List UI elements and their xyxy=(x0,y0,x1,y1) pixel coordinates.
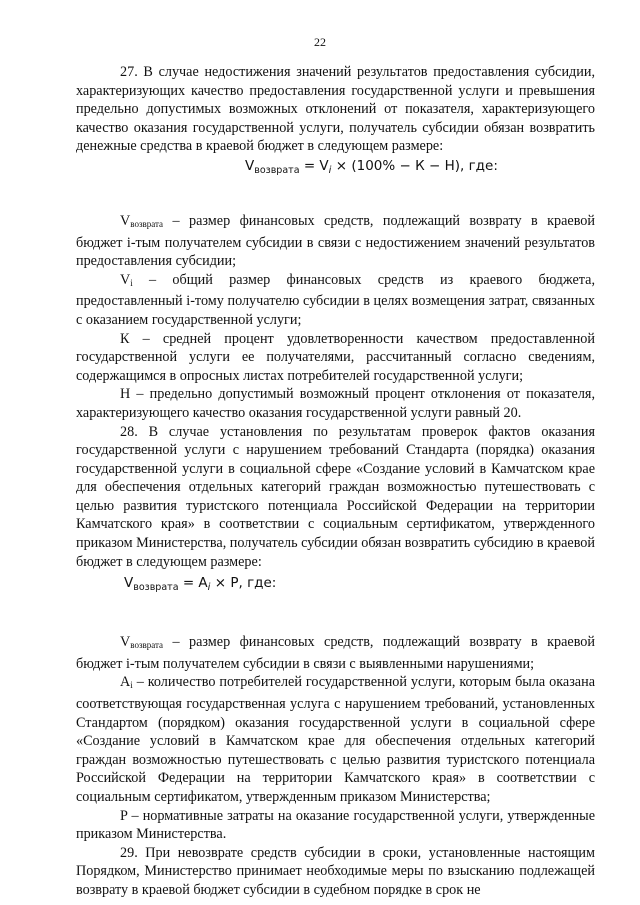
def-text: – размер финансовых средств, подлежащий возврату в краевой бюджет i-тым получателем субсидии в связи с выявленными нарушениями; xyxy=(76,634,595,672)
formula-rest: × (100% − К − Н), где: xyxy=(331,157,498,174)
def-symbol-sub: возврата xyxy=(130,218,164,229)
def-text: – размер финансовых средств, подлежащий возврату в краевой бюджет i-тым получателем субсидии в связи с недостижением значений результатов предоставления субсидии; xyxy=(76,212,595,270)
formula-i-subscript: i xyxy=(207,582,211,594)
formula-v-symbol: V xyxy=(245,157,255,174)
formula-equals-v: = V xyxy=(299,157,329,174)
def-symbol-sub: i xyxy=(130,277,133,288)
formula-rest: × P, где: xyxy=(210,575,277,592)
definition-v-refund-2 xyxy=(76,633,595,673)
page-number: 22 xyxy=(314,35,326,49)
def-text: – количество потребителей государственной услуги, которым была оказана соответствующая государственная услуга с нарушением требований, установленных Стандартом (порядком) оказания государственной услуги в социальной сфере «Создание условий в Камчатском крае для обеспечения отдельных категорий граждан возможностью путешествовать с целью развития туристского потенциала Российской Федерации на территории Камчатского края» в соответствии с социальным сертификатом, утвержденным приказом Министерства; xyxy=(76,674,595,805)
def-symbol-v: V xyxy=(120,271,131,288)
formula-v-symbol: V xyxy=(124,575,134,592)
def-text: – общий размер финансовых средств из краевого бюджета, предоставленный i-тому получателю субсидии в целях возмещения затрат, связанных с оказанием государственной услуги; xyxy=(76,271,595,328)
def-symbol-sub: i xyxy=(130,680,133,691)
paragraph-27: 27. В случае недостижения значений результатов предоставления субсидии, характеризующих качество предоставления государственной услуги и превышения предельно допустимых возможных отклонений от показателя, характеризующего качество оказания государственной услуги, получатель субсидии обязан возвратить денежные средства в краевой бюджет в следующем размере: xyxy=(76,64,595,155)
formula-v-subscript: возврата xyxy=(254,164,300,176)
formula-v-subscript: возврата xyxy=(133,582,179,594)
definition-p: P – нормативные затраты на оказание государственной услуги, утвержденные приказом Министерства. xyxy=(76,807,595,843)
document-body xyxy=(76,63,595,900)
formula-equals-a: = A xyxy=(178,575,208,592)
paragraph-29: 29. При невозврате средств субсидии в сроки, установленные настоящим Порядком, Министерство принимает необходимые меры по взысканию подлежащей возврату в краевой бюджет субсидии в судебном порядке в срок не xyxy=(76,844,595,898)
def-symbol-a: A xyxy=(120,674,131,691)
def-symbol-v: V xyxy=(120,634,131,651)
definition-v-refund-1 xyxy=(76,212,595,271)
def-symbol-v: V xyxy=(120,212,131,229)
def-symbol-sub: возврата xyxy=(130,640,164,651)
definition-h: Н – предельно допустимый возможный процент отклонения от показателя, характеризующего качество оказания государственной услуги равный 20. xyxy=(76,386,595,421)
definition-vi xyxy=(76,271,595,330)
definition-ai xyxy=(76,673,595,806)
definition-k: К – средней процент удовлетворенности качеством предоставленной государственной услуги ее получателями, рассчитанный согласно сведениям, содержащимся в опросных листах потребителей государственной услуги; xyxy=(76,330,595,384)
formula-i-subscript: i xyxy=(328,164,332,176)
formula-refund-quality xyxy=(76,156,595,181)
formula-refund-violations xyxy=(76,573,595,598)
paragraph-28: 28. В случае установления по результатам проверок фактов оказания государственной услуги с нарушением требований Стандарта (порядка) оказания государственной услуги в социальной сфере «Создание условий в Камчатском крае для обеспечения отдельных категорий граждан возможностью путешествовать с целью развития туристского потенциала Российской Федерации на территории Камчатского края» в соответствии с социальным сертификатом, утвержденного приказом Министерства, получатель субсидии обязан возвратить субсидию в краевой бюджет в следующем размере: xyxy=(76,423,595,570)
